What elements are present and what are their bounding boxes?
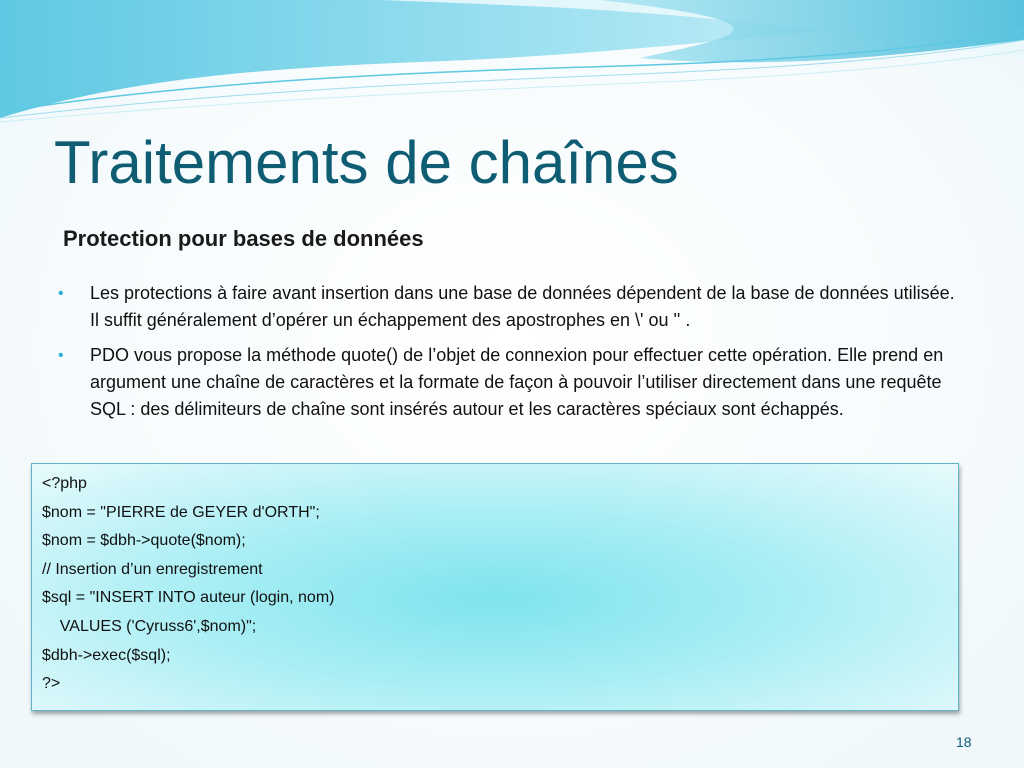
code-line: <?php [42, 475, 87, 492]
bullet-dot-icon: • [58, 285, 64, 302]
code-line: $dbh->exec($sql); [42, 646, 171, 664]
bullet-text: PDO vous propose la méthode quote() de l’objet de connexion pour effectuer cette opération. Elle prend en argument une chaîne de caractères et la formate de façon à pouvoir l’utiliser directement dans une requête SQL : des délimiteurs de chaîne sont insérés autour et les caractères spéciaux sont échappés. [90, 345, 944, 419]
bullet-dot-icon: • [58, 347, 64, 364]
header-wave-decoration [0, 0, 1024, 130]
code-block [31, 463, 959, 711]
slide-subtitle: Protection pour bases de données [63, 226, 424, 251]
page-number: 18 [956, 734, 972, 750]
bullet-text: Les protections à faire avant insertion dans une base de données dépendent de la base de données utilisée. Il suffit généralement d’opérer un échappement des apostrophes en \' ou '' . [90, 283, 955, 330]
bullet-list [58, 280, 968, 431]
code-line: VALUES ('Cyruss6',$nom)"; [42, 617, 257, 635]
code-line: $sql = "INSERT INTO auteur (login, nom) [42, 589, 335, 607]
bullet-item [58, 280, 968, 334]
code-line: // Insertion d’un enregistrement [42, 560, 263, 578]
bullet-item [58, 342, 968, 423]
code-line: $nom = "PIERRE de GEYER d'ORTH"; [42, 503, 320, 521]
code-line: ?> [42, 675, 61, 693]
code-line: $nom = $dbh->quote($nom); [42, 532, 246, 550]
slide-title: Traitements de chaînes [54, 129, 679, 196]
